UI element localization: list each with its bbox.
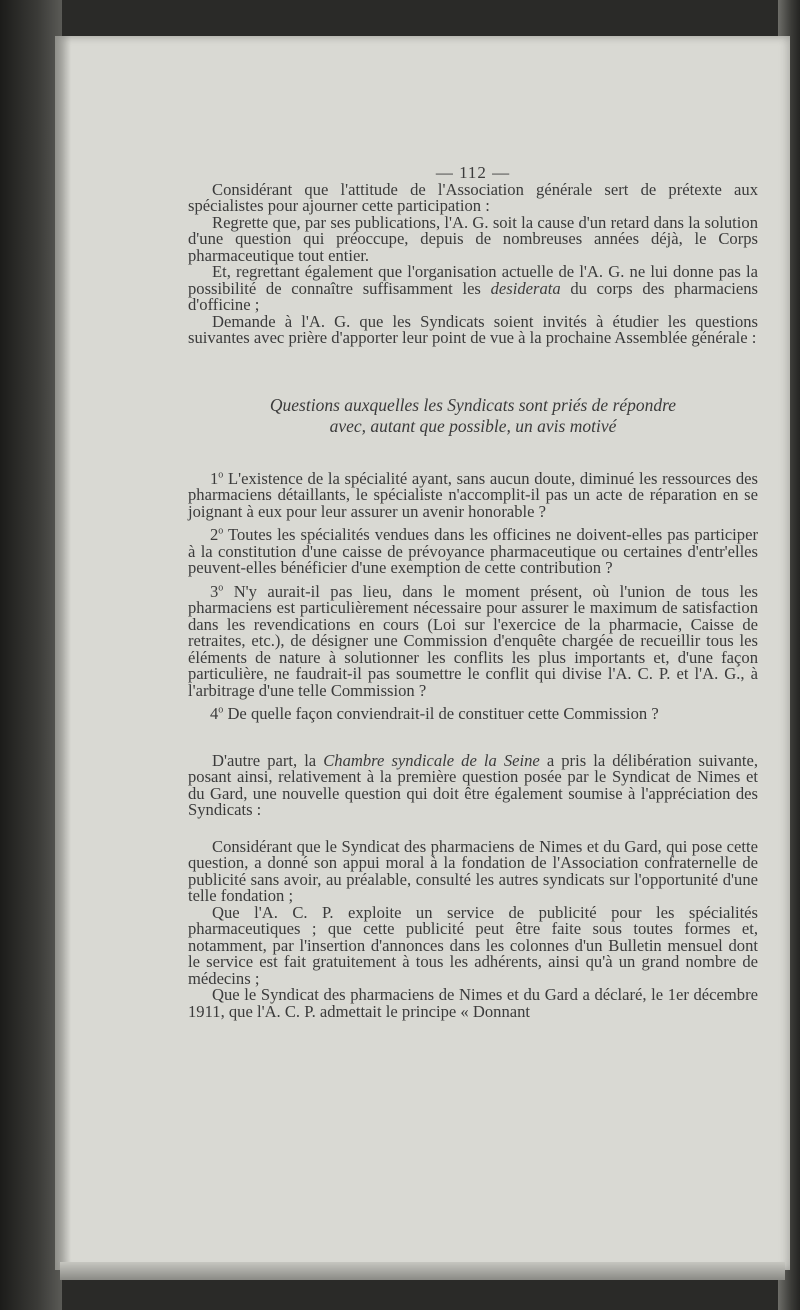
intro-paragraph-1: Considérant que l'attitude de l'Association générale sert de prétexte aux spécialistes pour ajourner cette participation : [188,179,758,215]
seine-italic: Chambre syndicale de la Seine [323,750,540,770]
question-4-number: 4 [210,704,219,723]
questions-heading [188,395,758,437]
question-2 [188,527,758,577]
page-bottom-edge [60,1262,785,1280]
intro-p3-italic: desiderata [490,278,561,298]
seine-start: D'autre part, la [212,750,324,770]
question-4 [188,706,758,723]
page-gutter-shadow [55,36,71,1270]
closing-paragraph-1: Considérant que le Syndicat des pharmaciens de Nimes et du Gard, qui pose cette question, a donné son appui moral à la fondation de l'Association confraternelle de publicité sans avoir, au préalable, consulté les autres syndicats sur l'opportunité d'une telle fondation ; [188,836,758,905]
questions-heading-line-1: Questions auxquelles les Syndicats sont priés de répondre [269,394,677,415]
question-3-sup: o [218,581,224,593]
question-2-number: 2 [210,525,219,544]
question-1 [188,468,758,521]
intro-p3-start: Et, regrettant également que l'organisation actuelle de l'A. G. ne lui donne pas la possibilité de connaître suffisamment les [188,262,758,298]
question-3-text: N'y aurait-il pas lieu, dans le moment présent, où l'union de tous les pharmaciens est particulièrement nécessaire pour assurer le maximum de satisfaction dans les revendications en cours (Loi sur l'exercice de la pharmacie, Caisse de retraites, etc.), de désigner une Commission d'enquête chargée de recueillir tous les éléments de nature à solutionner les conflits les plus importants et, d'une façon particulière, ne faudrait-il pas soumettre le conflit qui divise l'A. C. P. et l'A. G., à l'arbitrage d'une telle Commission ? [188,581,758,700]
question-1-sup: o [218,468,224,480]
closing-paragraph-3: Que le Syndicat des pharmaciens de Nimes et du Gard a déclaré, le 1er décembre 1911, que l'A. C. P. admettait le principe « Donnant [188,985,758,1021]
question-1-text: L'existence de la spécialité ayant, sans aucun doute, diminué les ressources des pharmaciens détaillants, le spécialiste n'accomplit-il pas un acte de réparation en se joignant à eux pour leur assurer un avenir honorable ? [188,468,758,521]
seine-paragraph [188,750,758,819]
question-3-number: 3 [210,581,219,601]
question-4-sup: o [218,704,224,716]
questions-heading-line-2: avec, autant que possible, un avis motivé [329,415,617,436]
question-1-number: 1 [210,468,219,488]
question-3 [188,581,758,700]
page-text [188,165,758,1020]
seine-end: a pris la délibération suivante, posant ainsi, relativement à la première question posée par le Syndicat de Nimes et du Gard, une nouvelle question qui doit être également soumise à l'appréciation des Syndicats : [188,750,758,819]
intro-paragraph-4: Demande à l'A. G. que les Syndicats soient invités à étudier les questions suivantes avec prière d'apporter leur point de vue à la prochaine Assemblée générale : [188,311,758,347]
question-2-sup: o [218,525,224,537]
intro-p3-end: du corps des pharmaciens d'officine ; [188,278,758,314]
page-number: — 112 — [435,163,511,182]
question-4-text: De quelle façon conviendrait-il de constituer cette Commission ? [223,704,659,723]
book-binding-edge [0,0,62,1310]
intro-paragraph-2: Regrette que, par ses publications, l'A. G. soit la cause d'un retard dans la solution d'une question qui préoccupe, depuis de nombreuses années déjà, le Corps pharmaceutique tout entier. [188,212,758,265]
intro-paragraph-3 [188,264,758,314]
question-2-text: Toutes les spécialités vendues dans les officines ne doivent-elles pas participer à la constitution d'une caisse de prévoyance pharmaceutique ou certaines d'entr'elles peuvent-elles bénéficier d'une exemption de cette contribution ? [188,525,758,577]
closing-paragraph-2: Que l'A. C. P. exploite un service de publicité pour les spécialités pharmaceutiques ; que cette publicité peut être faite sous toutes formes et, notamment, par l'insertion d'annonces dans les colonnes d'un Bulletin mensuel dont le service est fait gratuitement à tous les adhérents, ainsi qu'à un grand nombre de médecins ; [188,902,758,988]
